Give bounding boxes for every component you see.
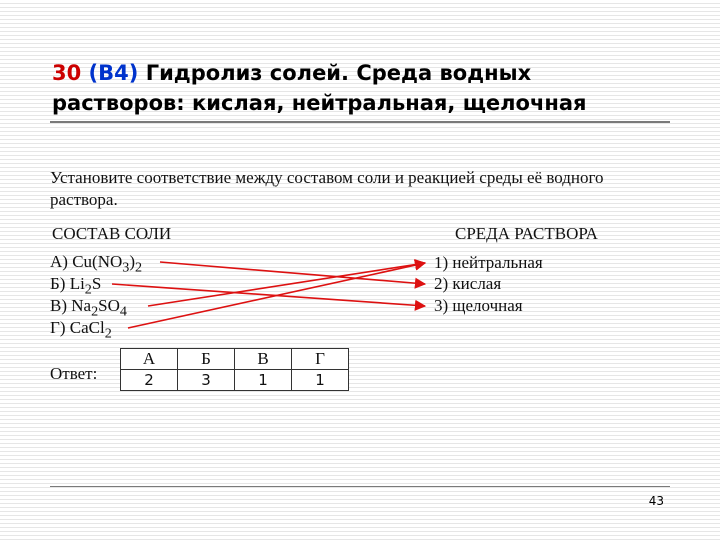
task-code: (В4) [88, 61, 139, 85]
arrow-v-to-1 [148, 263, 425, 306]
right-column-header: СРЕДА РАСТВОРА [455, 224, 598, 243]
answer-value-g: 1 [292, 370, 349, 391]
salt-item-a: А) $Cu(NO_3)_2$ [50, 252, 143, 276]
footer-divider [50, 486, 670, 487]
answer-value-v: 1 [235, 370, 292, 391]
title-line-2: растворов: кислая, нейтральная, щелочная [52, 91, 587, 115]
arrow-g-to-1 [128, 263, 425, 328]
salt-item-v: В) $Na_2SO_4$ [50, 296, 127, 320]
task-instruction: Установите соответствие между составом соли и реакцией среды её водного раствора. [50, 168, 604, 209]
title-line-1: Гидролиз солей. Среда водных [145, 61, 532, 85]
answer-header-g: Г [292, 349, 349, 370]
page-number: 43 [648, 494, 664, 508]
answer-header-b: Б [178, 349, 235, 370]
answer-header-v: В [235, 349, 292, 370]
answer-value-b: 3 [178, 370, 235, 391]
arrow-a-to-2 [160, 262, 425, 284]
answer-header-a: А [121, 349, 178, 370]
medium-item-2: 2) кислая [434, 274, 502, 293]
task-number: 30 [52, 61, 82, 85]
medium-item-1: 1) нейтральная [434, 253, 543, 272]
answer-value-a: 2 [121, 370, 178, 391]
answer-table [120, 348, 349, 391]
left-column-header: СОСТАВ СОЛИ [52, 224, 172, 243]
answer-label: Ответ: [50, 364, 98, 383]
salt-item-g: Г) CaCl$_2$ [50, 318, 112, 342]
medium-item-3: 3) щелочная [434, 296, 523, 315]
salt-item-b: Б) $Li_2S$ [50, 274, 102, 298]
